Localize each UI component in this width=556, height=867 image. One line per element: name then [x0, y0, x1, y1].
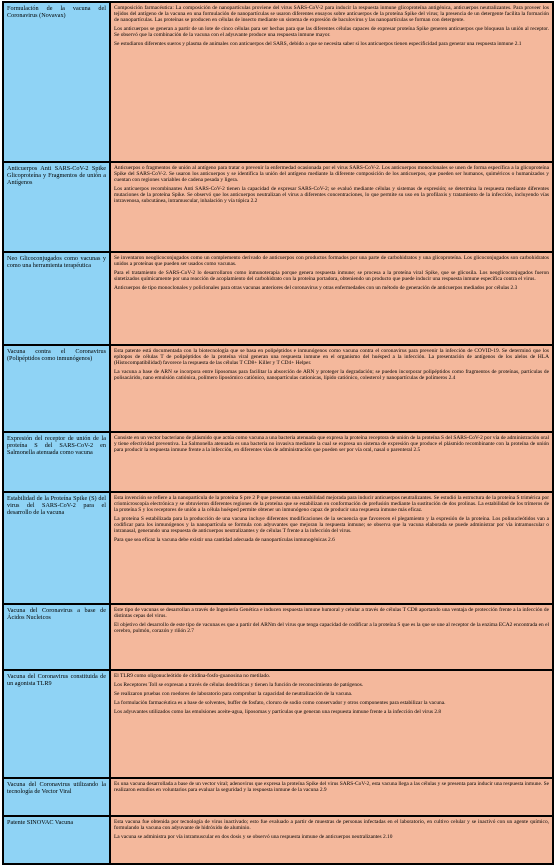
paragraph: Anticuerpos o fragmentos de unión al antígeno para tratar o prevenir la enfermedad ocasionada por el virus SARS-CoV-2. Los anticuerpos monoclonales se unen de forma específica a la glicoproteína Spike del SARS-CoV-2. Se usaron los anticuerpos y se identifica la unión del antígeno mediante la diferente composición de los anticuerpos, que pueden ser humanos, quiméricos o humanizados y cuentan con regiones variables de cadena pesada y ligera.: [114, 165, 549, 183]
row-title-cell: [4, 817, 111, 863]
row-title: Anticuerpos Anti SARS-CoV-2 Spike Glicoproteína y Fragmentos de unión a Antígenos: [7, 165, 106, 186]
row-title-cell: [4, 605, 111, 671]
paragraph: Se inventaron neoglicoconjugados como un complemento derivado de anticuerpos con productos formados por una parte de carbohidratos y una glicoproteína. Los glicoconjugados son carbohidratos unidos a proteínas que pueden ser usados como vacunas.: [114, 255, 549, 267]
row-content-cell: [111, 671, 552, 779]
paragraph: Esta invención se refiere a la nanopartícula de la proteína S pre 2 P que presentan una estabilidad mejorada para inducir anticuerpos neutralizantes. Se estudió la estructura de la proteína S trimérica por criomicroscopía electrónica y se obtuvieron diferentes regiones de la proteína que se estabilizan en conformación de prefusión mediante la sustitución de dos prolinas. La estabilidad de los trímeros de la proteína S y los receptores de unión a la célula huésped permite obtener un inmunógeno capaz de producir una respuesta inmune más eficaz.: [114, 495, 549, 513]
row-content-cell: [111, 605, 552, 671]
row-title-cell: [4, 253, 111, 346]
paragraph: Anticuerpos de tipo monoclonales y policlonales para otras vacunas anteriores del coronavirus y otras enfermedades con un método de generación de anticuerpos mediados por células 2.3: [114, 285, 518, 291]
paragraph: La vacuna se administra por vía intramuscular en dos dosis y se observó una respuesta inmune de anticuerpos neutralizantes 2.10: [114, 834, 393, 840]
paragraph: Se estudiaron diferentes sueros y plasma de animales con anticuerpos del SARS, debido a que se necesita saber si los anticuerpos tienen especificidad para generar una respuesta inmune 2.1: [114, 41, 522, 47]
row-content-cell: [111, 253, 552, 346]
paragraph: Los adyuvantes utilizados como las emulsiones aceite-agua, liposomas y partículas que generan una respuesta inmune frente a la infección del virus 2.8: [114, 709, 442, 715]
document-table: [2, 1, 554, 865]
paragraph: La formulación farmacéutica es a base de solventes, buffer de fosfato, cloruro de sodio como conservador y otros componentes para estabilizar la vacuna.: [114, 700, 446, 706]
row-content-cell: [111, 433, 552, 493]
paragraph: Esta vacuna fue obtenida por tecnología de virus inactivado; esto fue evaluado a partir de muestras de personas infectadas en el laboratorio, en cultivo celular y se inactivó con un agente químico, formulando la vacuna con adyuvante de hidróxido de aluminio.: [114, 819, 549, 831]
row-title-cell: [4, 779, 111, 817]
row-title: Estabilidad de la Proteína Spike (S) del virus del SARS-CoV-2 para el desarrollo de la vacuna: [7, 495, 106, 516]
paragraph: Para que sea eficaz la vacuna debe existir una cantidad adecuada de nanopartículas inmunogénicas 2.6: [114, 537, 335, 543]
row-title-cell: [4, 671, 111, 779]
paragraph: El objetivo del desarrollo de este tipo de vacunas es que a partir del ARNm del virus que tenga capacidad de codificar a la proteína S que es la que se une al receptor de la enzima ECA2 encontrada en el cerebro, pulmón, corazón y riñón 2.7: [114, 622, 549, 634]
row-title-cell: [4, 163, 111, 253]
row-title-cell: [4, 346, 111, 433]
row-title-cell: [4, 3, 111, 163]
paragraph: Este tipo de vacunas se desarrollan a través de Ingeniería Genética e inducen respuesta inmune humoral y celular a través de células T CD8 aportando una ventaja de protección frente a la infección de distintas cepas del virus.: [114, 607, 549, 619]
row-content-cell: [111, 779, 552, 817]
row-content-cell: [111, 346, 552, 433]
row-title: Vacuna del Coronavirus a base de Ácidos Nucleicos: [7, 607, 106, 621]
row-title: Vacuna del Coronavirus utilizando la tecnología de Vector Viral: [7, 781, 106, 795]
paragraph: La vacuna a base de ARN se incorpora entre liposomas para facilitar la absorción de ARN y proteger la degradación; se pueden incorporar polipéptidos como fragmentos de proteínas, partículas de polisacárido, nano emulsión catiónica, polímero liposómico catiónico, nanopartículas cationicas, lípido catiónico, colesterol y nanopartículas de polímeros 2.4: [114, 369, 549, 381]
row-content-cell: [111, 817, 552, 863]
row-title: Neo Glicoconjugados como vacunas y como una herramienta terapéutica: [7, 255, 106, 269]
row-title: Expresión del receptor de unión de la proteína S del SARS-CoV-2 en Salmonella atenuada como vacuna: [7, 435, 106, 456]
paragraph: El TLR9 como oligonucleótido de citidina-fosfo-guanosina no metilado.: [114, 673, 271, 679]
paragraph: Los anticuerpos se generan a partir de un lote de cinco células para ser hechas para que las diferentes células capaces de expresar proteína Spike generen anticuerpos que bloquean la unión al receptor. Se observó que la combinación de la vacuna con el adyuvante produce una respuesta inmune mayor.: [114, 26, 549, 38]
paragraph: Se realizaron pruebas con roedores de laboratorio para comprobar la capacidad de neutralización de la vacuna.: [114, 691, 353, 697]
paragraph: Los anticuerpos recombinantes Anti SARS-CoV-2 tienen la capacidad de expresar SARS-CoV-2; se evaluó mediante células y sistemas de expresión; se determina la respuesta mediante diferentes mutaciones de la proteína Spike. Se observó que los anticuerpos neutralizan el virus a diferentes concentraciones, lo que permite su uso en la profilaxis y tratamiento de la infección, incluyendo vías intravenosa, subcutánea, intramuscular, inhalación y vía tópica 2.2: [114, 186, 549, 204]
paragraph: Consiste en un vector bacteriano de plásmido que actúa como vacuna a una bacteria atenuada que expresa la proteína receptora de unión de la proteína S del SARS-CoV-2 por vía de administración oral y tiene efectividad preventiva. La Salmonella atenuada es una bacteria no invasiva mediante la cual se expresa un sistema de expresión que produce el plásmido recombinante con la proteína de unión para producir la respuesta inmune frente a la infección, en diferentes vías de administración que pueden ser por vía oral, nasal o parenteral 2.5: [114, 435, 549, 453]
row-title: Formulación de la vacuna del Coronavirus (Novavax): [7, 5, 106, 19]
paragraph: Es una vacuna desarrollada a base de un vector viral; adenovirus que expresa la proteína Spike del virus SARS-CoV-2, esta vacuna llega a las células y se presenta para inducir una respuesta inmune. Se realizaron estudios en voluntarios para evaluar la seguridad y la respuesta inmune de la vacuna 2.9: [114, 781, 549, 793]
paragraph: La proteína S estabilizada para la producción de una vacuna incluye diferentes modificaciones de la secuencia que favorecen el plegamiento y la expresión de la proteína. Los polinucleótidos van a codificar para los inmunógenos y la nanopartícula se formula con adyuvantes que mejoran la respuesta inmune; se observa que la vacuna elaborada se puede administrar por vía intramuscular o intranasal, generando una respuesta de anticuerpos neutralizantes y de células T frente a la infección del virus.: [114, 516, 549, 534]
row-content-cell: [111, 163, 552, 253]
row-title: Vacuna del Coronavirus constituida de un agonista TLR9: [7, 673, 106, 687]
row-content-cell: [111, 3, 552, 163]
paragraph: Los Receptores Toll se expresan a través de células dendríticas y tienen la función de reconocimiento de patógenos.: [114, 682, 364, 688]
row-title: Vacuna contra el Coronavirus (Polipéptidos como inmunógenos): [7, 348, 106, 362]
row-content-cell: [111, 493, 552, 605]
row-title: Patente SINOVAC Vacuna: [7, 819, 74, 826]
row-title-cell: [4, 493, 111, 605]
paragraph: Composición farmacéutica: La composición de nanopartículas proviene del virus SARS-CoV-2 para inducir la respuesta inmune glicoproteína antigénica, anticuerpos neutralizantes. Para proveer los tejidos del antígeno de la vacuna en una formulación de nanopartículas se usaron diferentes ensayos sobre anticuerpos de la proteína Spike del virus; la presencia de un detergente facilita la formación de nanopartículas. Las proteínas se producen en células de insecto mediante un sistema de expresión de baculovirus y las nanopartículas se forman con detergente.: [114, 5, 549, 23]
paragraph: Esta patente está documentada con la biotecnología que se basa en polipéptidos e inmunógenos como vacuna contra el coronavirus para prevenir la infección de COVID-19. Se determinó que los epítopos de células T de polipéptidos de la proteína viral generan una respuesta inmune en el organismo del huésped a la infección. La presentación de antígenos de los alelos de HLA (Histocompatibilidad) favorece la respuesta de las células T CD8+ Killer y T CD4+ Helper.: [114, 348, 549, 366]
paragraph: Para el tratamiento de SARS-CoV-2 lo desarrollaron como inmunoterapia porque genera respuesta inmune; se procesa a la proteína viral Spike, que se glicosila. Los neoglicoconjugados fueron sintetizados químicamente por una reacción de acoplamiento del carbohidrato con la proteína portadora, obteniendo un producto que puede inducir una respuesta inmune específica contra el virus.: [114, 270, 549, 282]
row-title-cell: [4, 433, 111, 493]
